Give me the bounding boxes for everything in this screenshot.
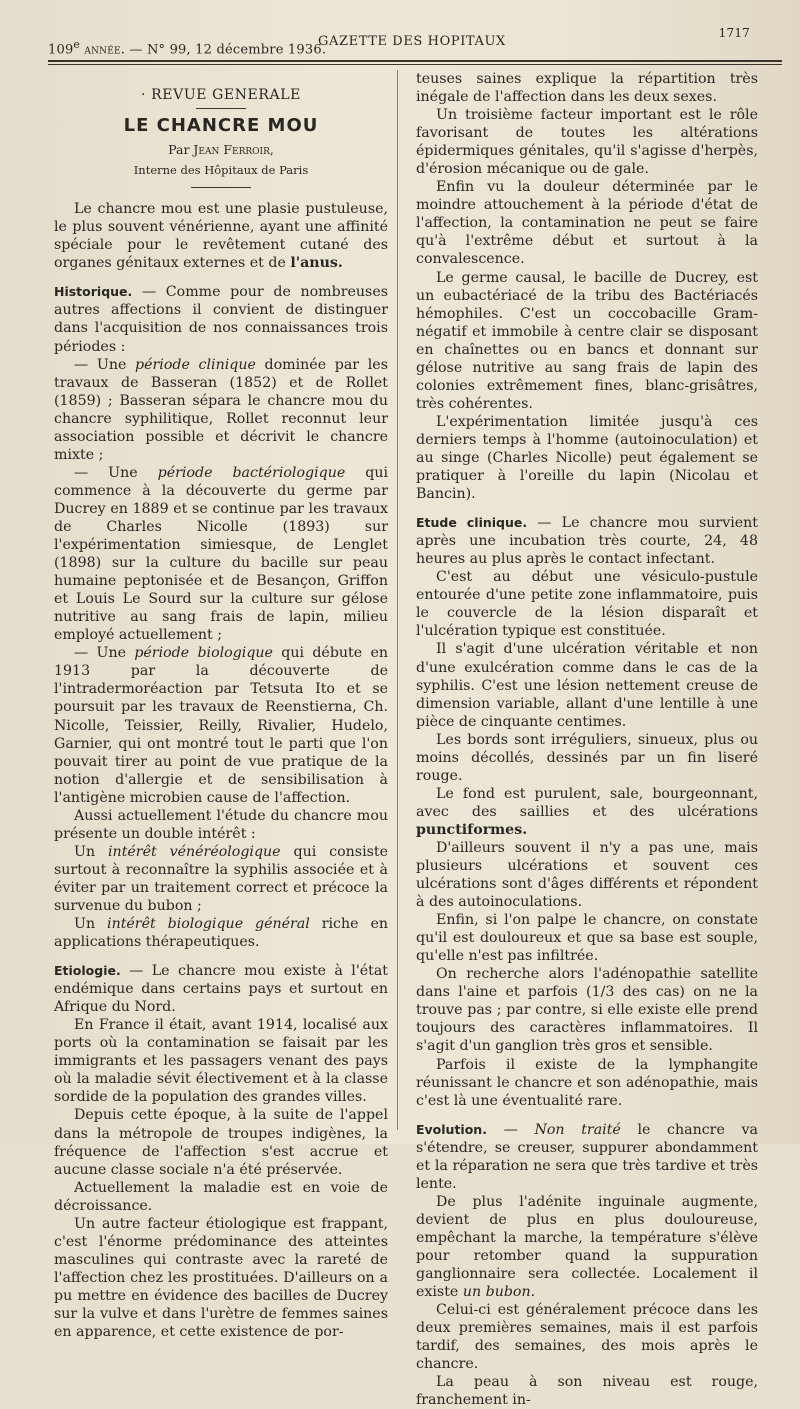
- etude-paragraph-3: Il s'agit d'une ulcération véritable et non d'une exulcération comme dans le cas de la syphilis. C'est une lésion nettement creuse de dimension variable, allant d'une lentille à une pièce de cinquante centimes.: [416, 641, 758, 730]
- header-rule-thick: [48, 60, 782, 62]
- etude-paragraph-4: Les bords sont irréguliers, sinueux, plus ou moins décollés, dessinés par un fin liseré rouge.: [416, 731, 758, 784]
- evolution-paragraph-2: De plus l'adénite inguinale augmente, devient de plus en plus douloureuse, empêchant la marche, la température s'élève pour retomber quand la suppuration ganglionnaire sera collectée. Localement il existe un bubon.: [416, 1193, 758, 1301]
- title-rule: [191, 187, 251, 188]
- etiologie-paragraph: Etiologie. — Le chancre mou existe à l'état endémique dans certains pays et surtout en Afrique du Nord.: [54, 963, 388, 1016]
- etude-clinique-paragraph: Etude clinique. — Le chancre mou survient après une incubation très courte, 24, 48 heures au plus après le contact infectant.: [416, 515, 758, 568]
- volume-label: année: [84, 42, 121, 58]
- interet-venereologique-paragraph: Un intérêt vénéréologique qui consiste surtout à reconnaître la syphilis associée et à éviter par un traitement correct et précoce la survenue du bubon ;: [54, 843, 388, 914]
- author-prefix: Par: [168, 142, 190, 158]
- etude-paragraph-6: D'ailleurs souvent il n'y a pas une, mais plusieurs ulcérations et souvent ces ulcérations sont d'âges différents et répondent à des autoinoculations.: [416, 839, 758, 911]
- etiologie-paragraph-4: Actuellement la maladie est en voie de décroissance.: [54, 1179, 388, 1214]
- section-rule: [196, 108, 246, 109]
- article-title: LE CHANCRE MOU: [123, 115, 319, 137]
- periode-bacteriologique-paragraph: — Une période bactériologique qui commence à la découverte du germe par Ducrey en 1889 et se continue par les travaux de Charles Nicolle (1893) sur l'expérimentation simiesque, de Lenglet (1898) sur la culture du bacille sur peau humaine peptonisée et de Besançon, Griffon et Louis Le Sourd sur la culture sur gélose nutritive au sang frais de lapin, milieu employé actuellement ;: [54, 464, 388, 644]
- facteur-paragraph: Un troisième facteur important est le rôle favorisant de toutes les altérations épidermiques génitales, qu'il s'agisse d'herpès, d'érosion mécanique ou de gale.: [416, 107, 758, 178]
- etude-paragraph-2: C'est au début une vésiculo-pustule entourée d'une petite zone inflammatoire, puis le couvercle de la lésion disparaît et l'ulcération typique est constituée.: [416, 569, 758, 640]
- historique-paragraph: Historique. — Comme pour de nombreuses autres affections il convient de distinguer dans l'acquisition de nos connaissances trois périodes :: [54, 284, 388, 355]
- section-heading: · REVUE GENERALE: [141, 87, 301, 103]
- interet-biologique-paragraph: Un intérêt biologique général riche en applications thérapeutiques.: [54, 916, 389, 951]
- evolution-paragraph-4: La peau à son niveau est rouge, franchement in-: [416, 1374, 758, 1409]
- running-header: [48, 18, 780, 58]
- etiologie-paragraph-3: Depuis cette époque, à la suite de l'appel dans la métropole de troupes indigènes, la fréquence de l'affection s'est accrue et aucune classe sociale n'a été préservée.: [54, 1107, 388, 1178]
- periode-clinique-paragraph: — Une période clinique dominée par les travaux de Basseran (1852) et de Rollet (1859) ; Basseran sépara le chancre mou du chancre syphilitique, Rollet reconnut leur association possible et décrivit le chancre mixte ;: [54, 356, 388, 463]
- continued-paragraph: teuses saines explique la répartition très inégale de l'affection dans les deux sexes.: [416, 71, 758, 106]
- douleur-paragraph: Enfin vu la douleur déterminée par le moindre attouchement à la période d'état de l'affection, la contamination ne peut se faire qu'à l'extrême début et surtout à la convalescence.: [416, 179, 758, 268]
- author-line: [54, 141, 388, 159]
- author-affiliation: Interne des Hôpitaux de Paris: [133, 163, 309, 178]
- etude-paragraph-8: On recherche alors l'adénopathie satellite dans l'aine et parfois (1/3 des cas) on ne la trouve pas ; par contre, si elle existe elle prend toujours des caractères inflammatoires. Il s'agit d'un ganglion très gros et sensible.: [416, 966, 758, 1055]
- left-column: [54, 80, 388, 1341]
- etude-paragraph-7: Enfin, si l'on palpe le chancre, on constate qu'il est douloureux et que sa base est souple, qu'elle n'est pas infiltrée.: [416, 912, 758, 965]
- header-rule-thin: [48, 64, 782, 65]
- volume-sup: e: [73, 38, 81, 51]
- evolution-heading: Evolution.: [416, 1121, 487, 1137]
- periode-biologique-paragraph: — Une période biologique qui débute en 1913 par la découverte de l'intradermoréaction par Tetsuta Ito et se poursuit par les travaux de Reenstierna, Ch. Nicolle, Teissier, Reilly, Rivalier, Hudelo, Garnier, qui ont montré tout le parti que l'on pouvait tirer au point de vue pratique de la notion d'allergie et de sensibilisation à l'antigène microbien cause de l'affection.: [54, 645, 388, 806]
- experimentation-paragraph: L'expérimentation limitée jusqu'à ces derniers temps à l'homme (autoinoculation) et au singe (Charles Nicolle) peut également se pratiquer à l'oreille du lapin (Nicolau et Bancin).: [416, 413, 758, 503]
- etiologie-paragraph-2: En France il était, avant 1914, localisé aux ports où la contamination se faisait par les immigrants et les passagers venant des pays où la maladie sévit électivement et à la classe sordide de la population des grandes villes.: [54, 1017, 388, 1106]
- etiologie-paragraph-5: Un autre facteur étiologique est frappant, c'est l'énorme prédominance des atteintes masculines qui contraste avec la rareté de l'affection chez les prostituées. D'ailleurs on a pu mettre en évidence des bacilles de Ducrey sur la vulve et dans l'urètre de femmes saines en apparence, et cette existence de por-: [54, 1215, 388, 1341]
- etiologie-heading: Etiologie.: [54, 963, 121, 979]
- author-name: Jean Ferroir,: [193, 142, 274, 158]
- germe-paragraph: Le germe causal, le bacille de Ducrey, est un eubactériacé de la tribu des Bactériacés hémophiles. C'est un coccobacille Gram-négatif et immobile à centre clair se disposant en chaînettes ou en bancs et donnant sur gélose nutritive au sang frais de lapin des colonies extrêmement fines, blanc-grisâtres, très cohérentes.: [416, 269, 758, 412]
- evolution-paragraph: Evolution. — Non traité le chancre va s'étendre, se creuser, suppurer abondamment et la réparation ne sera que très tardive et très lente.: [416, 1121, 758, 1192]
- etude-paragraph-5: Le fond est purulent, sale, bourgeonnant, avec des saillies et des ulcérations punctiformes.: [416, 785, 758, 838]
- evolution-paragraph-3: Celui-ci est généralement précoce dans les deux premières semaines, mais il est parfois tardif, des semaines, des mois après le chancre.: [416, 1302, 758, 1373]
- journal-title: GAZETTE DES HOPITAUX: [318, 34, 506, 49]
- historique-heading: Historique.: [54, 284, 133, 300]
- double-interet-paragraph: Aussi actuellement l'étude du chancre mou présente un double intérêt :: [54, 807, 388, 842]
- right-column: [416, 70, 758, 1409]
- issue-line: [48, 38, 326, 57]
- issue-date: . — N° 99, 12 décembre 1936.: [120, 42, 327, 58]
- page-number: 1717: [718, 26, 750, 40]
- etude-paragraph-9: Parfois il existe de la lymphangite réunissant le chancre et son adénopathie, mais c'est là une éventualité rare.: [416, 1056, 758, 1109]
- intro-paragraph: Le chancre mou est une plasie pustuleuse, le plus souvent vénérienne, ayant une affinité spéciale pour le revêtement cutané des organes génitaux externes et de l'anus.: [54, 201, 388, 272]
- column-divider: [397, 70, 398, 1130]
- etude-clinique-heading: Etude clinique.: [416, 515, 528, 531]
- volume-number: 109: [48, 42, 74, 58]
